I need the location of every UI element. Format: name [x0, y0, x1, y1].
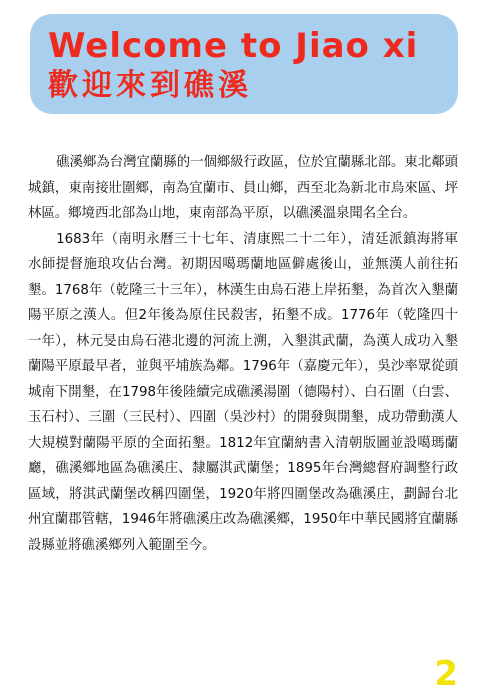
title-banner — [30, 14, 458, 114]
article-body — [28, 150, 458, 558]
title-chinese: 歡迎來到礁溪 — [48, 68, 252, 103]
title-english: Welcome to Jiao xi — [48, 26, 419, 66]
paragraph-history: 1683年（南明永曆三十七年、清康熙二十二年），清廷派鎮海將軍水師提督施琅攻佔台灣。初期因噶瑪蘭地區僻處後山，並無漢人前往拓墾。1768年（乾隆三十三年），林漢生由烏石港上岸拓墾，為首次入墾蘭陽平原之漢人。但2年後為原住民殺害，拓墾不成。1776年（乾隆四十一年），林元旻由烏石港北邊的河流上溯，入墾淇武蘭，為漢人成功入墾蘭陽平原最早者，並與平埔族為鄰。1796年（嘉慶元年），吳沙率眾從頭城南下開墾，在1798年後陸續完成礁溪湯圍（德陽村）、白石圍（白雲、玉石村）、三圍（三民村）、四圍（吳沙村）的開發與開墾，成功帶動漢人大規模對蘭陽平原的全面拓墾。1812年宜蘭納書入清朝版圖並設噶瑪蘭廳，礁溪鄉地區為礁溪庄、隸屬淇武蘭堡；1895年台灣總督府調整行政區域，將淇武蘭堡改稱四圍堡，1920年將四圍堡改為礁溪庄，劃歸台北州宜蘭郡管轄，1946年將礁溪庄改為礁溪鄉，1950年中華民國將宜蘭縣設縣並將礁溪鄉列入範圍至今。 — [28, 231, 458, 553]
page-number: 2 — [434, 654, 458, 694]
paragraph-intro: 礁溪鄉為台灣宜蘭縣的一個鄉級行政區，位於宜蘭縣北部。東北鄰頭城鎮，東南接壯圍鄉，南為宜蘭市、員山鄉，西至北為新北市烏來區、坪林區。鄉境西北部為山地，東南部為平原，以礁溪溫泉聞名全台。 — [28, 155, 458, 221]
